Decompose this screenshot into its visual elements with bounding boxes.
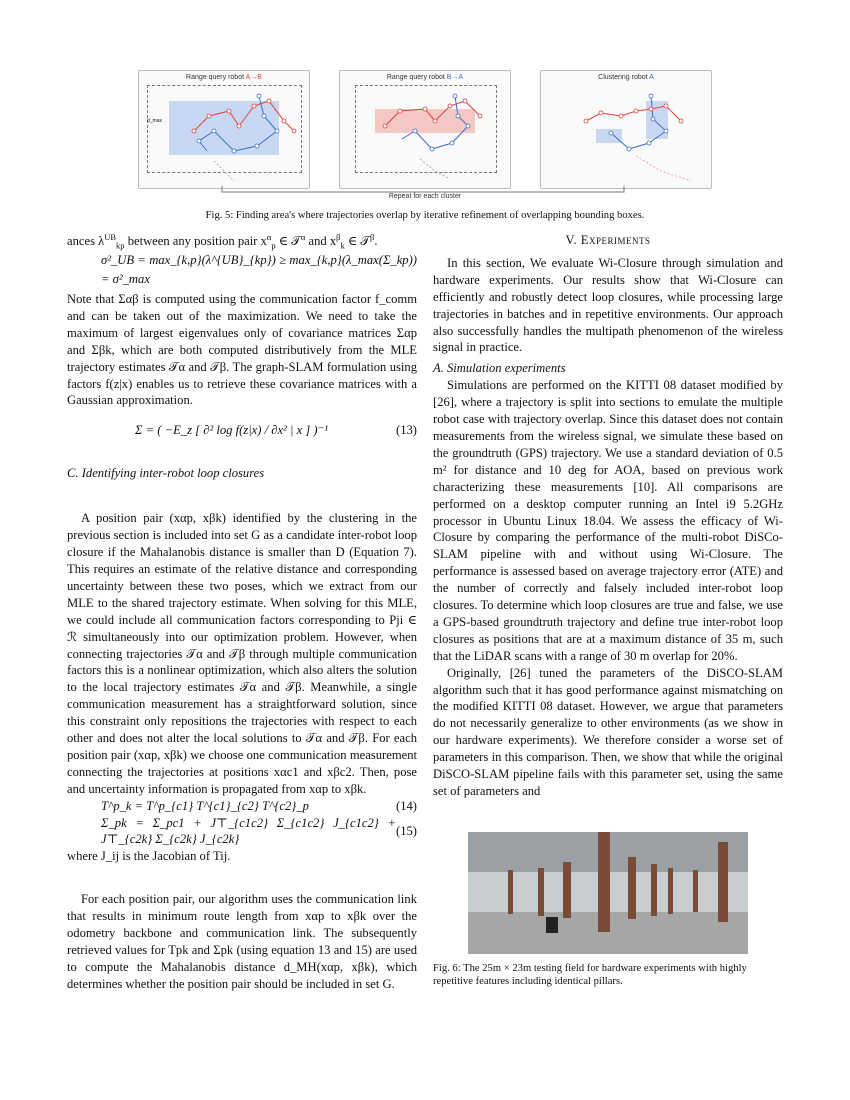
faded-trajectory bbox=[420, 159, 450, 179]
section-title-experiments: V. Experiments bbox=[565, 233, 651, 247]
panel1-title: Range query robot A→B bbox=[186, 74, 262, 81]
figure5-caption: Fig. 5: Finding area's where trajectories overlap by iterative refinement of overlapping bounding boxes. bbox=[205, 210, 645, 221]
equation-13-body: Σ = ( −E_z [ ∂² log f(z|x) / ∂x² | x ] )⁻¹ bbox=[135, 422, 328, 437]
paragraph-position-pair: A position pair (xαp, xβk) identified by the clustering in the previous section is included into set G as a candidate inter-robot loop closure if the Mahalanobis distance is smaller than D (Equation 7). This requires an estimate of the relative distance and corresponding uncertainty between these two poses, which we extract from our MLE to the shared trajectory estimate. When solving for this MLE, we could include all communication factors corresponding to Pji ∈ ℛ simultaneously into our optimization problem. However, when connecting trajectories 𝒯α and 𝒯β through multiple communication factors this is a nonlinear optimization, which also alters the solution to the local trajectory estimates 𝒯α and 𝒯β. Meanwhile, a single communication measurement has a straightforward solution, since this constraint only repositions the trajectories with respect to each other and does not alter the local solutions to 𝒯α and 𝒯β. For each position pair (xαp, xβk) we choose one communication measurement connecting the trajectories at positions xαc1 and xβc2. Then, pose and uncertainty information is propagated from xαp to xβk. bbox=[67, 511, 417, 796]
equation-14-number: (14) bbox=[396, 798, 417, 813]
panel3-title: Clustering robot A bbox=[598, 74, 654, 81]
repeat-bracket-line bbox=[222, 186, 624, 192]
eigenvalue-line: ances $\lambda^{UB}_{kp}$ between any position pair $x^\alpha_p$ ∈ 𝒯$^\alpha$ and $x^\beta_k$ ∈ 𝒯$^\beta$. bbox=[67, 231, 378, 251]
trajectory-plot-2 bbox=[340, 71, 510, 188]
robot-b-trajectory bbox=[611, 96, 666, 149]
left-column bbox=[67, 232, 417, 993]
paragraph-communication-link: For each position pair, our algorithm uses the communication link that results in minimum route length from xαp to xβk over the odometry backbone and communication link. The subsequently retrieved values for Tpk and Σpk (using equation 13 and 15) are used to compute the Mahalanobis distance d_MH(xαp, xβk), which determines whether the position pair should be included in set G. bbox=[67, 892, 417, 991]
repeat-label: Repeat for each cluster bbox=[388, 193, 462, 200]
equation-13-number: (13) bbox=[396, 422, 417, 437]
equation-sigma-ub: σ²_UB = max_{k,p}(λ^{UB}_{kp}) ≥ max_{k,p}(λ_max(Σ_kp)) = σ²_max bbox=[101, 253, 417, 286]
robot-b-nodes bbox=[609, 94, 668, 151]
testing-field-illustration bbox=[468, 832, 748, 954]
paragraph-parameters: Originally, [26] tuned the parameters of the DiSCO-SLAM algorithm such that it has good performance against mismatching on the modified KITTI 08 dataset. However, we argue that parameters do not necessarily generalize to other environments (as we show in our hardware experiments). We therefore consider a worse set of parameters in this comparison. Then, we show that while the original DiSCO-SLAM pipeline fails with this parameter set, using the same set of parameters and bbox=[433, 665, 783, 798]
robot-b-nodes bbox=[197, 94, 279, 153]
trajectory-plot-3 bbox=[541, 71, 711, 188]
faded-trajectory bbox=[636, 156, 691, 181]
heading-identifying-loop-closures: C. Identifying inter-robot loop closures bbox=[67, 466, 265, 481]
paragraph-simulation: Simulations are performed on the KITTI 08 dataset modified by [26], where a trajectory is split into sections to emulate the multiple robot case with trajectory overlap. Since this dataset does not contain measurements from the wireless signal, we simulate these based on the groundtruth (GPS) trajectory. We use a standard deviation of 0.5 m² for distance and 10 deg for AOA, based on previous work characterizing these measurements [10]. All comparisons are performed on a desktop computer running an Intel i9 5.2GHz processor in Ubuntu Linux 18.04. We assess the efficacy of Wi-Closure by comparing the performance of the multi-robot DiSCo-SLAM pipeline with and without using Wi-Closure. The performance is assessed based on average trajectory error (ATE) and the number of correctly and falsely included inter-robot loop closures. To determine which loop closures are true and false, we use a GPS-based groundtruth trajectory and define true inter-robot loop closures as positions that are at a maximum distance of 35 m, such that the LiDAR scans with a range of 30 m overlap for 20%. bbox=[433, 378, 783, 663]
robot-a-nodes bbox=[584, 104, 683, 123]
figure5-panel-range-query-a-to-b bbox=[138, 70, 310, 189]
figure6-photo-testing-field bbox=[468, 832, 748, 954]
heading-simulation-experiments: A. Simulation experiments bbox=[433, 361, 566, 376]
robot bbox=[546, 917, 558, 933]
faded-trajectory bbox=[214, 161, 234, 181]
equation-15 bbox=[67, 815, 417, 849]
dmax-label: d_max bbox=[147, 118, 163, 124]
equation-14-body: T^p_k = T^p_{c1} T^{c1}_{c2} T^{c2}_p bbox=[101, 798, 309, 813]
figure5-panel-range-query-b-to-a bbox=[339, 70, 511, 189]
equation-14 bbox=[67, 798, 417, 815]
robot-a-trajectory bbox=[385, 101, 480, 126]
trajectory-plot-1 bbox=[139, 71, 309, 188]
paragraph-experiments-intro: In this section, We evaluate Wi-Closure through simulation and hardware experiments. Our results show that Wi-Closure can efficiently and robustly detect loop closures, while processing large trajectories in batches and in repetitive environments. Our approach also successfully handles the multipath phenomenon of the wireless signal in practice. bbox=[433, 255, 783, 355]
figure5-panel-clustering bbox=[540, 70, 712, 189]
robot-b-trajectory bbox=[199, 96, 277, 151]
equation-15-number: (15) bbox=[396, 824, 417, 839]
jacobian-line: where J_ij is the Jacobian of Tij. bbox=[67, 849, 231, 864]
equation-13 bbox=[67, 415, 417, 445]
paragraph-covariance: Note that Σαβ is computed using the communication factor f_comm and can be taken out of the maximization. We need to take the maximum of largest eigenvalues only of covariance matrices Σαp and Σβk, which are both computed distributively from the MLE trajectory estimates 𝒯α and 𝒯β. The graph-SLAM formulation using factors f(z|x) enables us to retrieve these covariance matrices with a Gaussian approximation. bbox=[67, 292, 417, 408]
equation-15-body: Σ_pk = Σ_pc1 + J⊤_{c1c2} Σ_{c1c2} J_{c1c2} + J⊤_{c2k} Σ_{c2k} J_{c2k} bbox=[101, 815, 397, 847]
figure6-caption: Fig. 6: The 25m × 23m testing field for hardware experiments with highly repetitive features including identical pillars. bbox=[433, 963, 747, 987]
right-column bbox=[433, 232, 783, 800]
panel2-title: Range query robot B→A bbox=[386, 74, 464, 81]
